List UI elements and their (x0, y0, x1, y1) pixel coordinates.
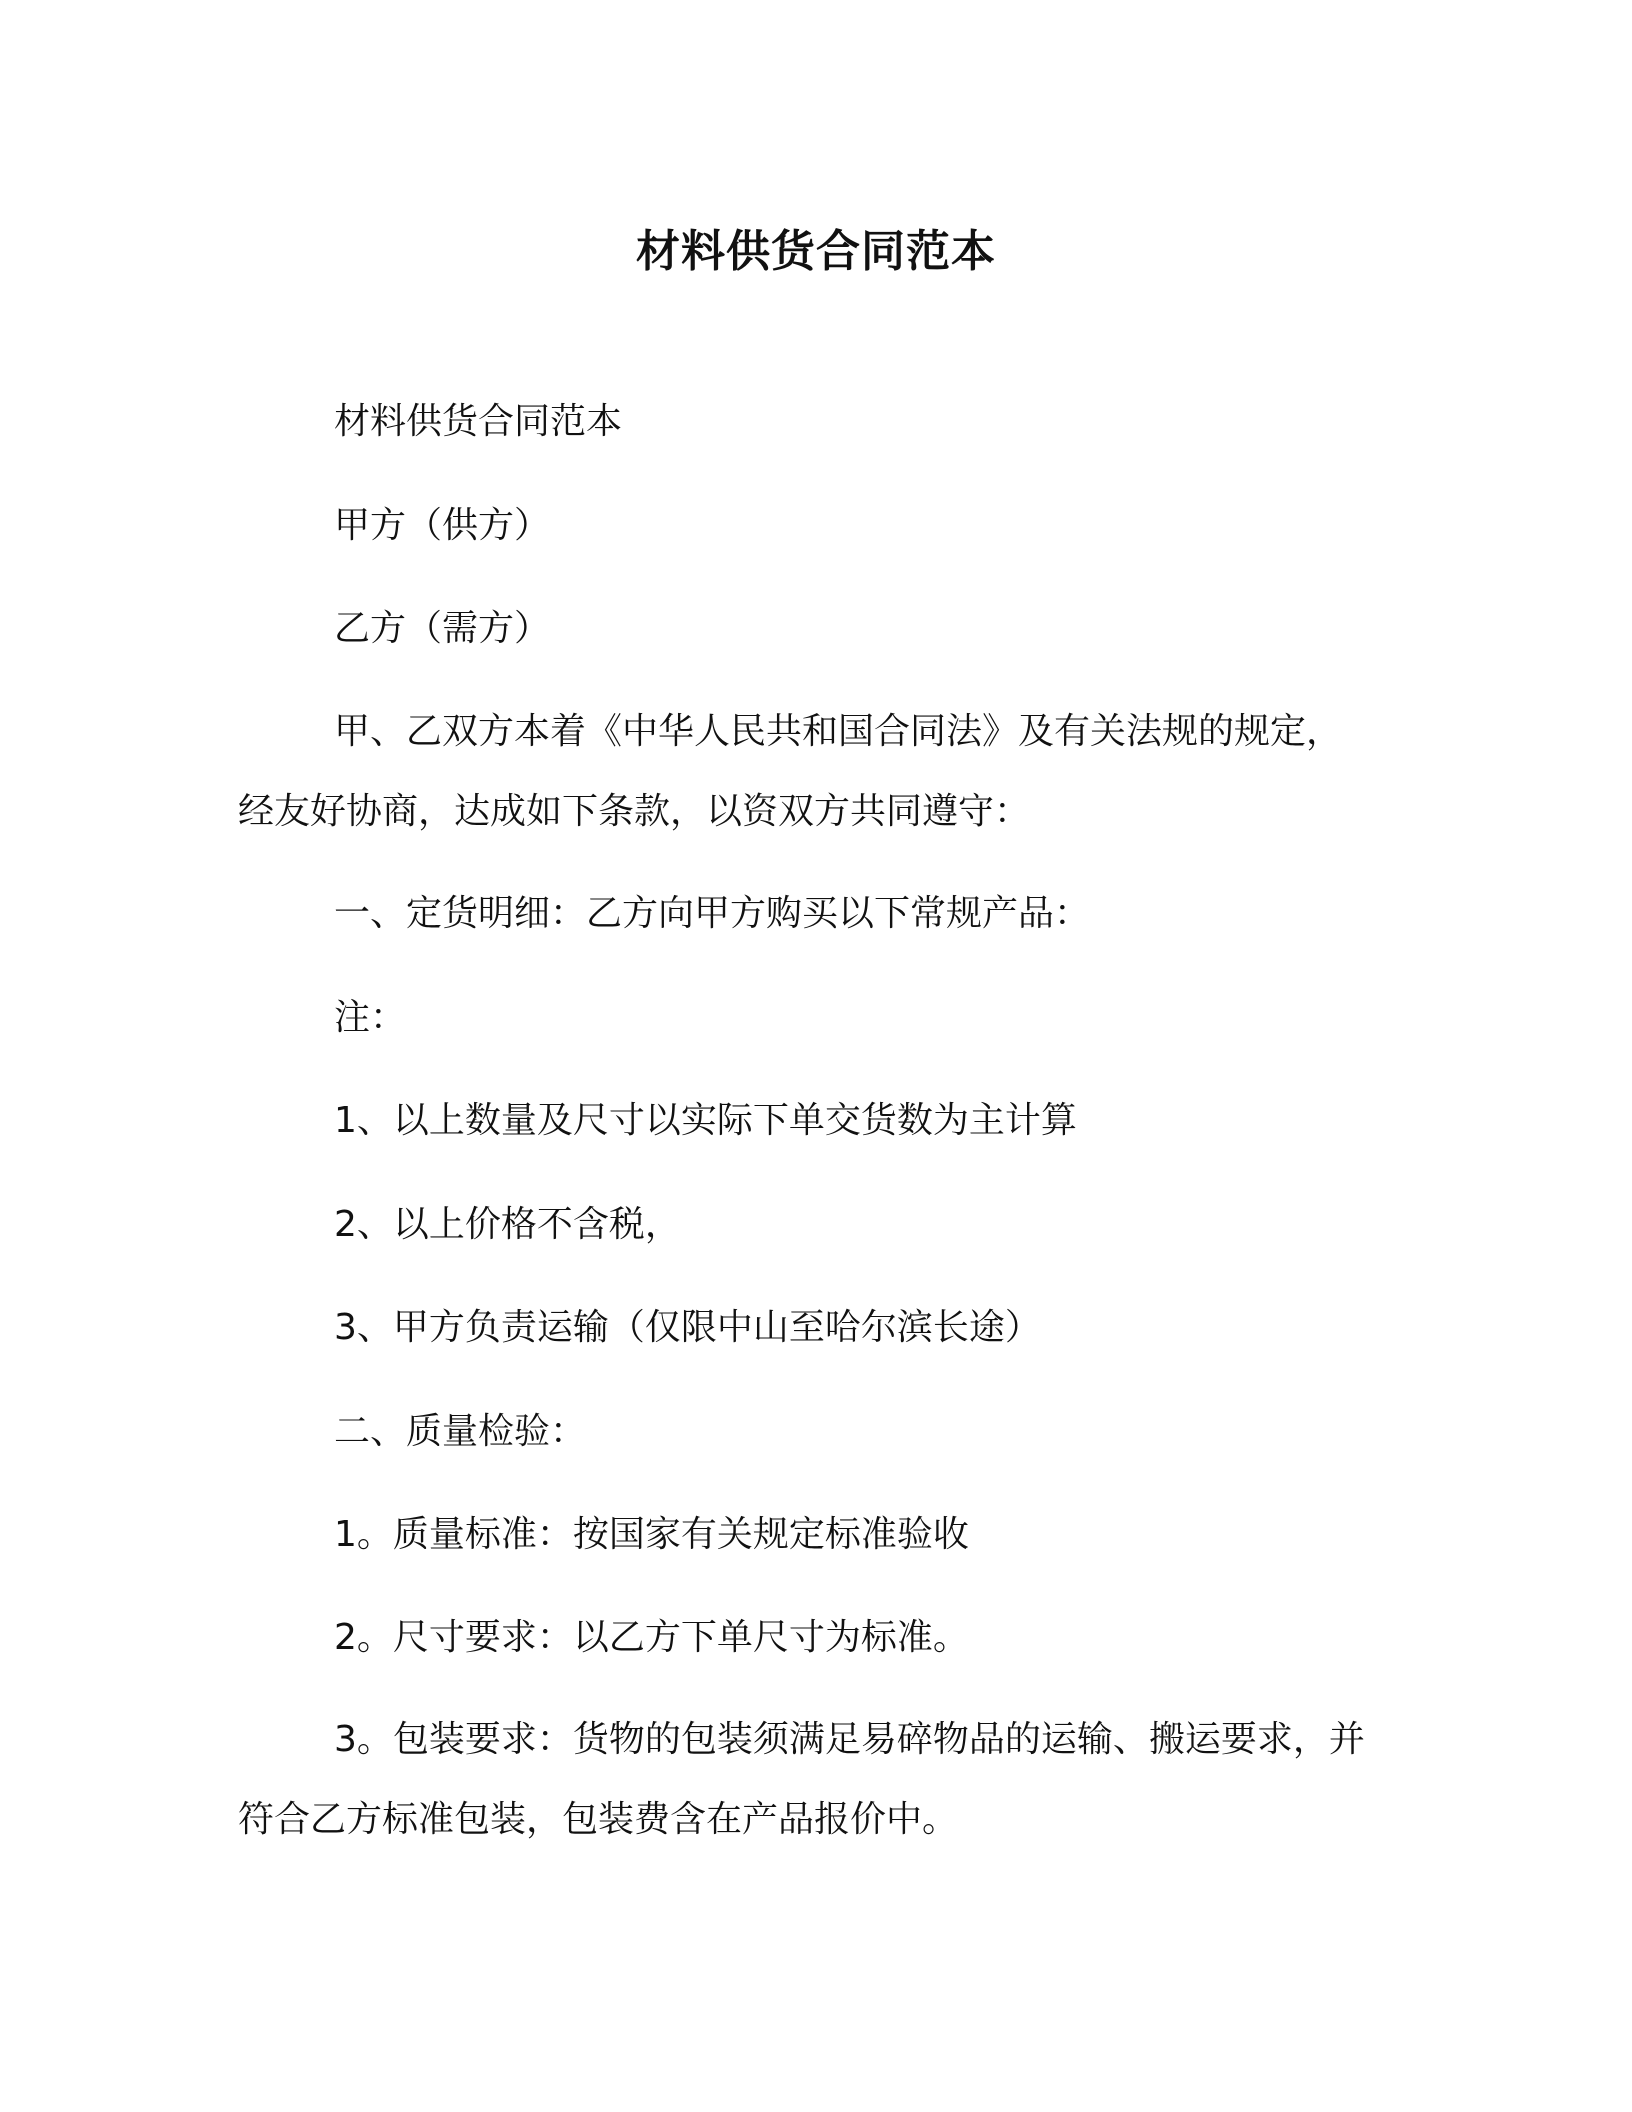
paragraph-section-1-heading: 一、定货明细：乙方向甲方购买以下常规产品： (334, 893, 1091, 934)
paragraph-section-2-heading: 二、质量检验： (334, 1411, 587, 1452)
paragraph-quality-3: 3。包装要求：货物的包装须满足易碎物品的运输、搬运要求，并符合乙方标准包装，包装费含在产品报价中。 (238, 1719, 1365, 1840)
paragraph-subtitle: 材料供货合同范本 (334, 401, 623, 442)
paragraph-quality-2: 2。尺寸要求：以乙方下单尺寸为标准。 (334, 1617, 969, 1658)
paragraph-note-label: 注： (334, 997, 407, 1038)
paragraph-preamble: 甲、乙双方本着《中华人民共和国合同法》及有关法规的规定，经友好协商，达成如下条款，以资双方共同遵守： (238, 711, 1343, 832)
paragraph-note-3: 3、甲方负责运输（仅限中山至哈尔滨长途） (334, 1307, 1041, 1348)
paragraph-note-2: 2、以上价格不含税， (334, 1204, 681, 1245)
paragraph-party-b: 乙方（需方） (334, 608, 551, 649)
document-title: 材料供货合同范本 (636, 226, 996, 277)
paragraph-note-1: 1、以上数量及尺寸以实际下单交货数为主计算 (334, 1100, 1077, 1141)
paragraph-quality-1: 1。质量标准：按国家有关规定标准验收 (334, 1514, 969, 1555)
paragraph-party-a: 甲方（供方） (334, 505, 551, 546)
